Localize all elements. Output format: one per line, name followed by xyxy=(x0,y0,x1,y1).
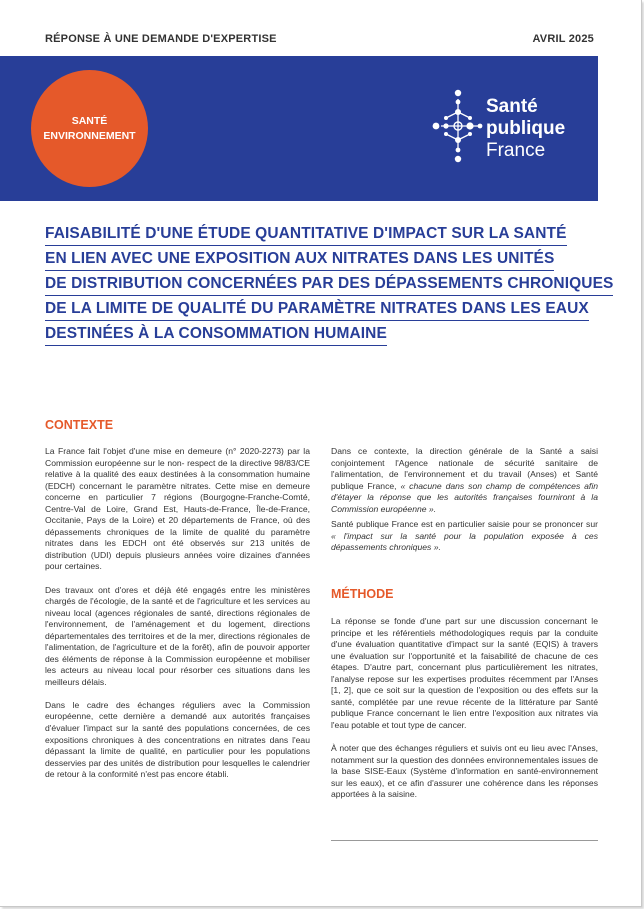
contexte-paragraph-1: La France fait l'objet d'une mise en demeure (n° 2020-2273) par la Commission européenne sur le non- respect de la directive 98/83/CE relative à la qualité des eaux destinées à la consommation humaine (EDCH) concernant le paramètre nitrates. Cette mise en demeure concerne en particulier 7 régions (Bourgogne-Franche-Comté, Centre-Val de Loire, Grand Est, Hauts-de-France, Île-de-France, Occitanie, Pays de la Loire) et 20 départements de France, où des dépassements chroniques de la limite de qualité du paramètre nitrates dans les EDCH ont été observés sur 213 unités de distribution (UDI) depuis plusieurs années voire dizaines d'années pour certaines. xyxy=(45,446,310,572)
sante-publique-france-logo xyxy=(432,88,572,164)
contexte-p4-intro: Dans ce contexte, la direction générale de la Santé a saisi conjointement l'Agence nationale de sécurité sanitaire de l'alimentation, de l'environnement et du travail (Anses) et Santé publique France, xyxy=(331,446,598,491)
contexte-p5-quote: « l'impact sur la santé pour la population exposée à ces dépassements chroniques ». xyxy=(331,530,598,553)
title-line: DE DISTRIBUTION CONCERNÉES PAR DES DÉPASSEMENTS CHRONIQUES xyxy=(45,274,613,296)
title-line: DESTINÉES À LA CONSOMMATION HUMAINE xyxy=(45,324,387,346)
publication-date: AVRIL 2025 xyxy=(532,33,594,45)
title-line: EN LIEN AVEC UNE EXPOSITION AUX NITRATES DANS LES UNITÉS xyxy=(45,249,554,271)
title-line: DE LA LIMITE DE QUALITÉ DU PARAMÈTRE NITRATES DANS LES EAUX xyxy=(45,299,589,321)
logo-text-france: France xyxy=(486,140,546,161)
document-type-label: RÉPONSE À UNE DEMANDE D'EXPERTISE xyxy=(45,33,277,45)
theme-badge xyxy=(31,70,148,187)
contexte-p5-intro: Santé publique France est en particulier saisie pour se prononcer sur xyxy=(331,519,598,530)
title-line: FAISABILITÉ D'UNE ÉTUDE QUANTITATIVE D'IMPACT SUR LA SANTÉ xyxy=(45,224,567,246)
right-column-bottom xyxy=(331,616,598,812)
header-bar xyxy=(45,33,594,47)
right-column-top xyxy=(331,446,598,565)
contexte-paragraph-5 xyxy=(331,519,598,554)
methode-paragraph-2: À noter que des échanges réguliers et suivis ont eu lieu avec l'Anses, notamment sur la question des données environnementales issues de la base SISE-Eaux (Système d'information en santé-environnement sur les eaux), et ce afin d'assurer une cohérence dans les réponses apportées à la saisine. xyxy=(331,742,598,800)
column-divider xyxy=(331,840,598,841)
contexte-paragraph-3: Dans le cadre des échanges réguliers avec la Commission européenne, cette dernière a demandé aux autorités françaises d'évaluer l'impact sur la santé des populations concernées, de ces expositions chroniques à des concentrations en nitrates dans l'eau dépassant la limite de qualité, en particulier pour les populations desservies par des unités de distribution pour lesquelles le calendrier de retour à la conformité n'est pas encore établi. xyxy=(45,699,310,780)
document-title xyxy=(45,224,614,349)
network-dots-icon xyxy=(432,88,484,164)
contexte-paragraph-2: Des travaux ont d'ores et déjà été engagés entre les ministères chargés de l'écologie, de la santé et de l'agriculture et les services au niveau local (agences régionales de santé, directions régionales de l'environnement, de l'aménagement et du logement, directions départementales des territoires et de la mer, directions régionales de l'alimentation, de l'agriculture et de la forêt), afin de pouvoir apporter des éléments de réponse à la Commission européenne et mobiliser les acteurs au niveau local pour résorber ces situations dans les meilleurs délais. xyxy=(45,584,310,687)
methode-paragraph-1: La réponse se fonde d'une part sur une discussion concernant le principe et les référentiels méthodologiques requis par la conduite d'une évaluation quantitative d'impact sur la santé (EQIS) à travers une évaluation sur l'opportunité et la faisabilité de chacune de ces étapes. D'autre part, concernant plus particulièrement les nitrates, l'analyse repose sur les expertises produites récemment par l'Anses [1, 2], que ce soit sur la question de l'exposition ou des effets sur la santé, complétée par une revue récente de la littérature par Santé publique France concernant le lien entre l'exposition aux nitrates via l'eau potable et tout type de cancer. xyxy=(331,616,598,730)
logo-text-publique: publique xyxy=(486,118,566,139)
methode-heading: MÉTHODE xyxy=(331,587,394,601)
contexte-paragraph-4 xyxy=(331,446,598,515)
contexte-p4-quote: « chacune dans son champ de compétences afin d'étayer la réponse que les autorités françaises fourniront à la Commission européenne ». xyxy=(331,480,599,514)
badge-line-2: ENVIRONNEMENT xyxy=(43,129,136,142)
badge-line-1: SANTÉ xyxy=(71,114,108,127)
contexte-heading: CONTEXTE xyxy=(45,418,114,432)
left-column xyxy=(45,446,310,792)
logo-text-sante: Santé xyxy=(486,96,538,117)
